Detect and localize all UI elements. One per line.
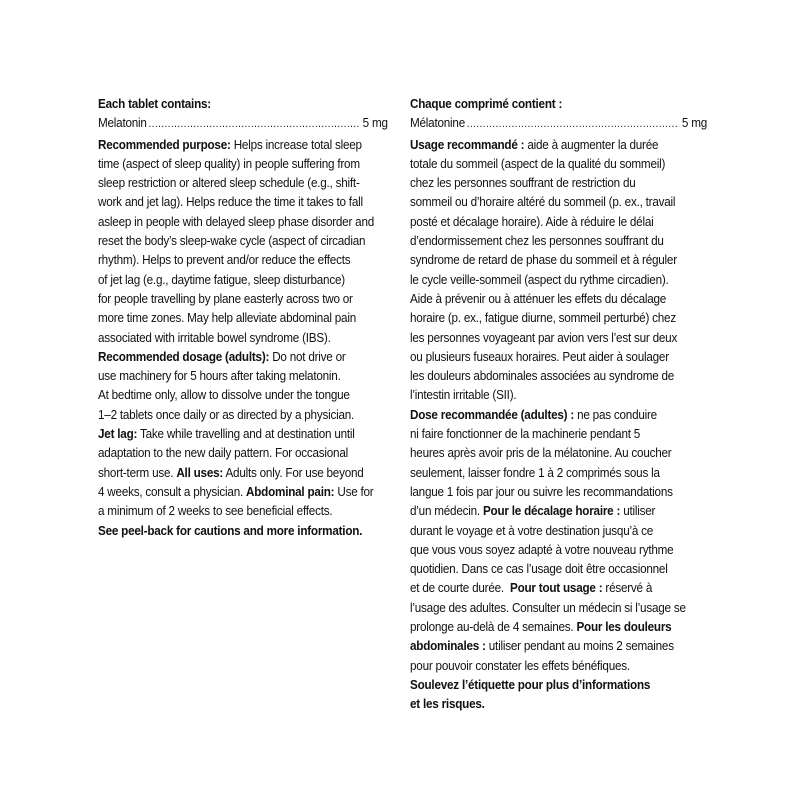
en-text-line	[98, 154, 388, 173]
fr-text-segment: durant le voyage et à votre destination jusqu’à ce	[410, 522, 654, 538]
en-text-line	[98, 521, 388, 540]
en-text-line	[98, 212, 388, 231]
en-bold-label: Jet lag:	[98, 426, 138, 442]
fr-text-segment: aide à augmenter la durée	[524, 136, 659, 152]
en-text-segment: Adults only. For use beyond	[223, 464, 364, 480]
en-text-line	[98, 328, 388, 347]
en-text-segment: Helps increase total sleep	[230, 136, 362, 152]
en-text-line	[98, 289, 388, 308]
en-text-segment: a minimum of 2 weeks to see beneficial effects.	[98, 503, 333, 519]
fr-text-segment: l’usage des adultes. Consulter un médecin si l’usage se	[410, 599, 686, 615]
en-text-line	[98, 463, 388, 482]
french-ingredient-name: Mélatonine	[410, 115, 465, 131]
fr-text-line	[410, 173, 707, 192]
fr-text-line	[410, 694, 707, 713]
fr-bold-label: Soulevez l’étiquette pour plus d’informations	[410, 676, 651, 692]
fr-bold-label: Dose recommandée (adultes) :	[410, 406, 575, 422]
en-text-segment: At bedtime only, allow to dissolve under the tongue	[98, 387, 350, 403]
en-text-line	[98, 366, 388, 385]
fr-text-line	[410, 636, 707, 655]
fr-text-line	[410, 443, 707, 462]
fr-text-segment: horaire (p. ex., fatigue diurne, sommeil perturbé) chez	[410, 310, 676, 326]
fr-text-segment: totale du sommeil (aspect de la qualité du sommeil)	[410, 155, 666, 171]
fr-text-segment: utiliser	[620, 503, 656, 519]
en-bold-label: Recommended purpose:	[98, 136, 231, 152]
fr-bold-label: Pour tout usage :	[509, 580, 603, 596]
fr-text-segment: les douleurs abdominales associées au syndrome de	[410, 368, 675, 384]
en-text-line	[98, 250, 388, 269]
fr-text-segment: réservé à	[602, 580, 653, 596]
fr-text-segment: pour pouvoir constater les effets bénéfiques.	[410, 657, 630, 673]
fr-text-segment: le cycle veille-sommeil (aspect du rythme circadien).	[410, 271, 669, 287]
fr-text-line	[410, 405, 707, 424]
en-text-segment: sleep restriction or altered sleep schedule (e.g., shift-	[98, 175, 360, 191]
fr-text-segment: et de courte durée.	[410, 580, 510, 596]
en-text-segment: Take while travelling and at destination until	[137, 426, 355, 442]
en-bold-label: All uses:	[176, 464, 224, 480]
fr-text-segment: prolonge au-delà de 4 semaines.	[410, 619, 577, 635]
fr-text-line	[410, 521, 707, 540]
fr-text-line	[410, 154, 707, 173]
fr-text-segment: seulement, laisser fondre 1 à 2 comprimés sous la	[410, 464, 660, 480]
en-text-line	[98, 231, 388, 250]
fr-text-line	[410, 656, 707, 675]
fr-text-line	[410, 617, 707, 636]
fr-text-segment: chez les personnes souffrant de restriction du	[410, 175, 636, 191]
english-ingredient-amount: 5 mg	[362, 115, 388, 131]
en-text-segment: use machinery for 5 hours after taking melatonin.	[98, 368, 341, 384]
fr-bold-label: Pour les douleurs	[576, 619, 672, 635]
fr-bold-label: Usage recommandé :	[410, 136, 525, 152]
en-text-line	[98, 308, 388, 327]
fr-text-line	[410, 347, 707, 366]
fr-text-line	[410, 135, 707, 154]
english-heading: Each tablet contains:	[98, 96, 211, 111]
fr-text-line	[410, 675, 707, 694]
en-text-segment: rhythm). Helps to prevent and/or reduce the effects	[98, 252, 351, 268]
fr-text-line	[410, 308, 707, 327]
english-ingredient-row	[98, 113, 388, 134]
fr-text-line	[410, 559, 707, 578]
fr-text-segment: utiliser pendant au moins 2 semaines	[485, 638, 674, 654]
fr-text-line	[410, 578, 707, 597]
fr-text-segment: quotidien. Dans ce cas l’usage doit être occasionnel	[410, 561, 668, 577]
en-text-line	[98, 424, 388, 443]
en-text-line	[98, 405, 388, 424]
en-text-line	[98, 173, 388, 192]
fr-bold-label: abdominales :	[410, 638, 486, 654]
en-text-line	[98, 270, 388, 289]
fr-text-line	[410, 328, 707, 347]
fr-text-line	[410, 463, 707, 482]
en-bold-label: Abdominal pain:	[246, 483, 335, 499]
french-column	[410, 94, 707, 714]
fr-text-segment: ou plusieurs fuseaux horaires. Peut aider à soulager	[410, 348, 669, 364]
fr-text-line	[410, 366, 707, 385]
fr-text-segment: ne pas conduire	[574, 406, 657, 422]
en-text-segment: time (aspect of sleep quality) in people suffering from	[98, 155, 360, 171]
en-text-line	[98, 347, 388, 366]
fr-text-segment: Aide à prévenir ou à atténuer les effets du décalage	[410, 290, 667, 306]
en-text-segment: 1–2 tablets once daily or as directed by a physician.	[98, 406, 355, 422]
fr-text-line	[410, 250, 707, 269]
fr-text-segment: les personnes voyageant par avion vers l’est sur deux	[410, 329, 678, 345]
fr-text-line	[410, 212, 707, 231]
en-text-segment: Use for	[334, 483, 374, 499]
fr-text-segment: d’un médecin.	[410, 503, 483, 519]
fr-bold-label: Pour le décalage horaire :	[482, 503, 621, 519]
fr-text-segment: posté et décalage horaire). Aide à réduire le délai	[410, 213, 654, 229]
en-text-line	[98, 482, 388, 501]
english-body-text	[98, 135, 388, 540]
fr-text-line	[410, 192, 707, 211]
en-text-segment: for people travelling by plane easterly across two or	[98, 290, 353, 306]
french-ingredient-row	[410, 113, 707, 134]
fr-text-line	[410, 501, 707, 520]
fr-text-segment: sommeil ou d’horaire altéré du sommeil (p. ex., travail	[410, 194, 676, 210]
english-ingredient-name: Melatonin	[98, 115, 147, 131]
en-text-segment: short-term use.	[98, 464, 177, 480]
en-text-segment: adaptation to the new daily pattern. For occasional	[98, 445, 348, 461]
fr-text-segment: l’intestin irritable (SII).	[410, 387, 517, 403]
english-column	[98, 94, 388, 540]
en-text-line	[98, 443, 388, 462]
fr-text-line	[410, 540, 707, 559]
fr-text-segment: ni faire fonctionner de la machinerie pendant 5	[410, 426, 641, 442]
french-body-text	[410, 135, 707, 714]
en-text-segment: of jet lag (e.g., daytime fatigue, sleep disturbance)	[98, 271, 345, 287]
french-ingredient-amount: 5 mg	[681, 115, 707, 131]
fr-text-segment: que vous vous soyez adapté à votre nouveau rythme	[410, 541, 674, 557]
fr-text-segment: langue 1 fois par jour ou suivre les recommandations	[410, 483, 673, 499]
fr-text-line	[410, 270, 707, 289]
en-bold-label: See peel-back for cautions and more information.	[98, 522, 363, 538]
fr-text-segment: heures après avoir pris de la mélatonine. Au coucher	[410, 445, 672, 461]
fr-text-line	[410, 598, 707, 617]
en-text-line	[98, 192, 388, 211]
en-bold-label: Recommended dosage (adults):	[98, 348, 270, 364]
en-text-segment: Do not drive or	[269, 348, 346, 364]
fr-text-line	[410, 231, 707, 250]
en-text-line	[98, 385, 388, 404]
en-text-segment: associated with irritable bowel syndrome (IBS).	[98, 329, 331, 345]
en-text-line	[98, 501, 388, 520]
en-text-segment: work and jet lag). Helps reduce the time it takes to fall	[98, 194, 363, 210]
fr-text-segment: d’endormissement chez les personnes souffrant du	[410, 233, 664, 249]
en-text-line	[98, 135, 388, 154]
fr-text-line	[410, 385, 707, 404]
fr-text-line	[410, 289, 707, 308]
dot-leader	[467, 115, 679, 134]
en-text-segment: more time zones. May help alleviate abdominal pain	[98, 310, 357, 326]
en-text-segment: asleep in people with delayed sleep phase disorder and	[98, 213, 375, 229]
fr-bold-label: et les risques.	[410, 696, 485, 712]
en-text-segment: 4 weeks, consult a physician.	[98, 483, 247, 499]
fr-text-segment: syndrome de retard de phase du sommeil et à réguler	[410, 252, 677, 268]
french-heading: Chaque comprimé contient :	[410, 96, 563, 111]
fr-text-line	[410, 482, 707, 501]
dot-leader	[149, 115, 360, 134]
fr-text-line	[410, 424, 707, 443]
en-text-segment: reset the body’s sleep-wake cycle (aspect of circadian	[98, 233, 366, 249]
